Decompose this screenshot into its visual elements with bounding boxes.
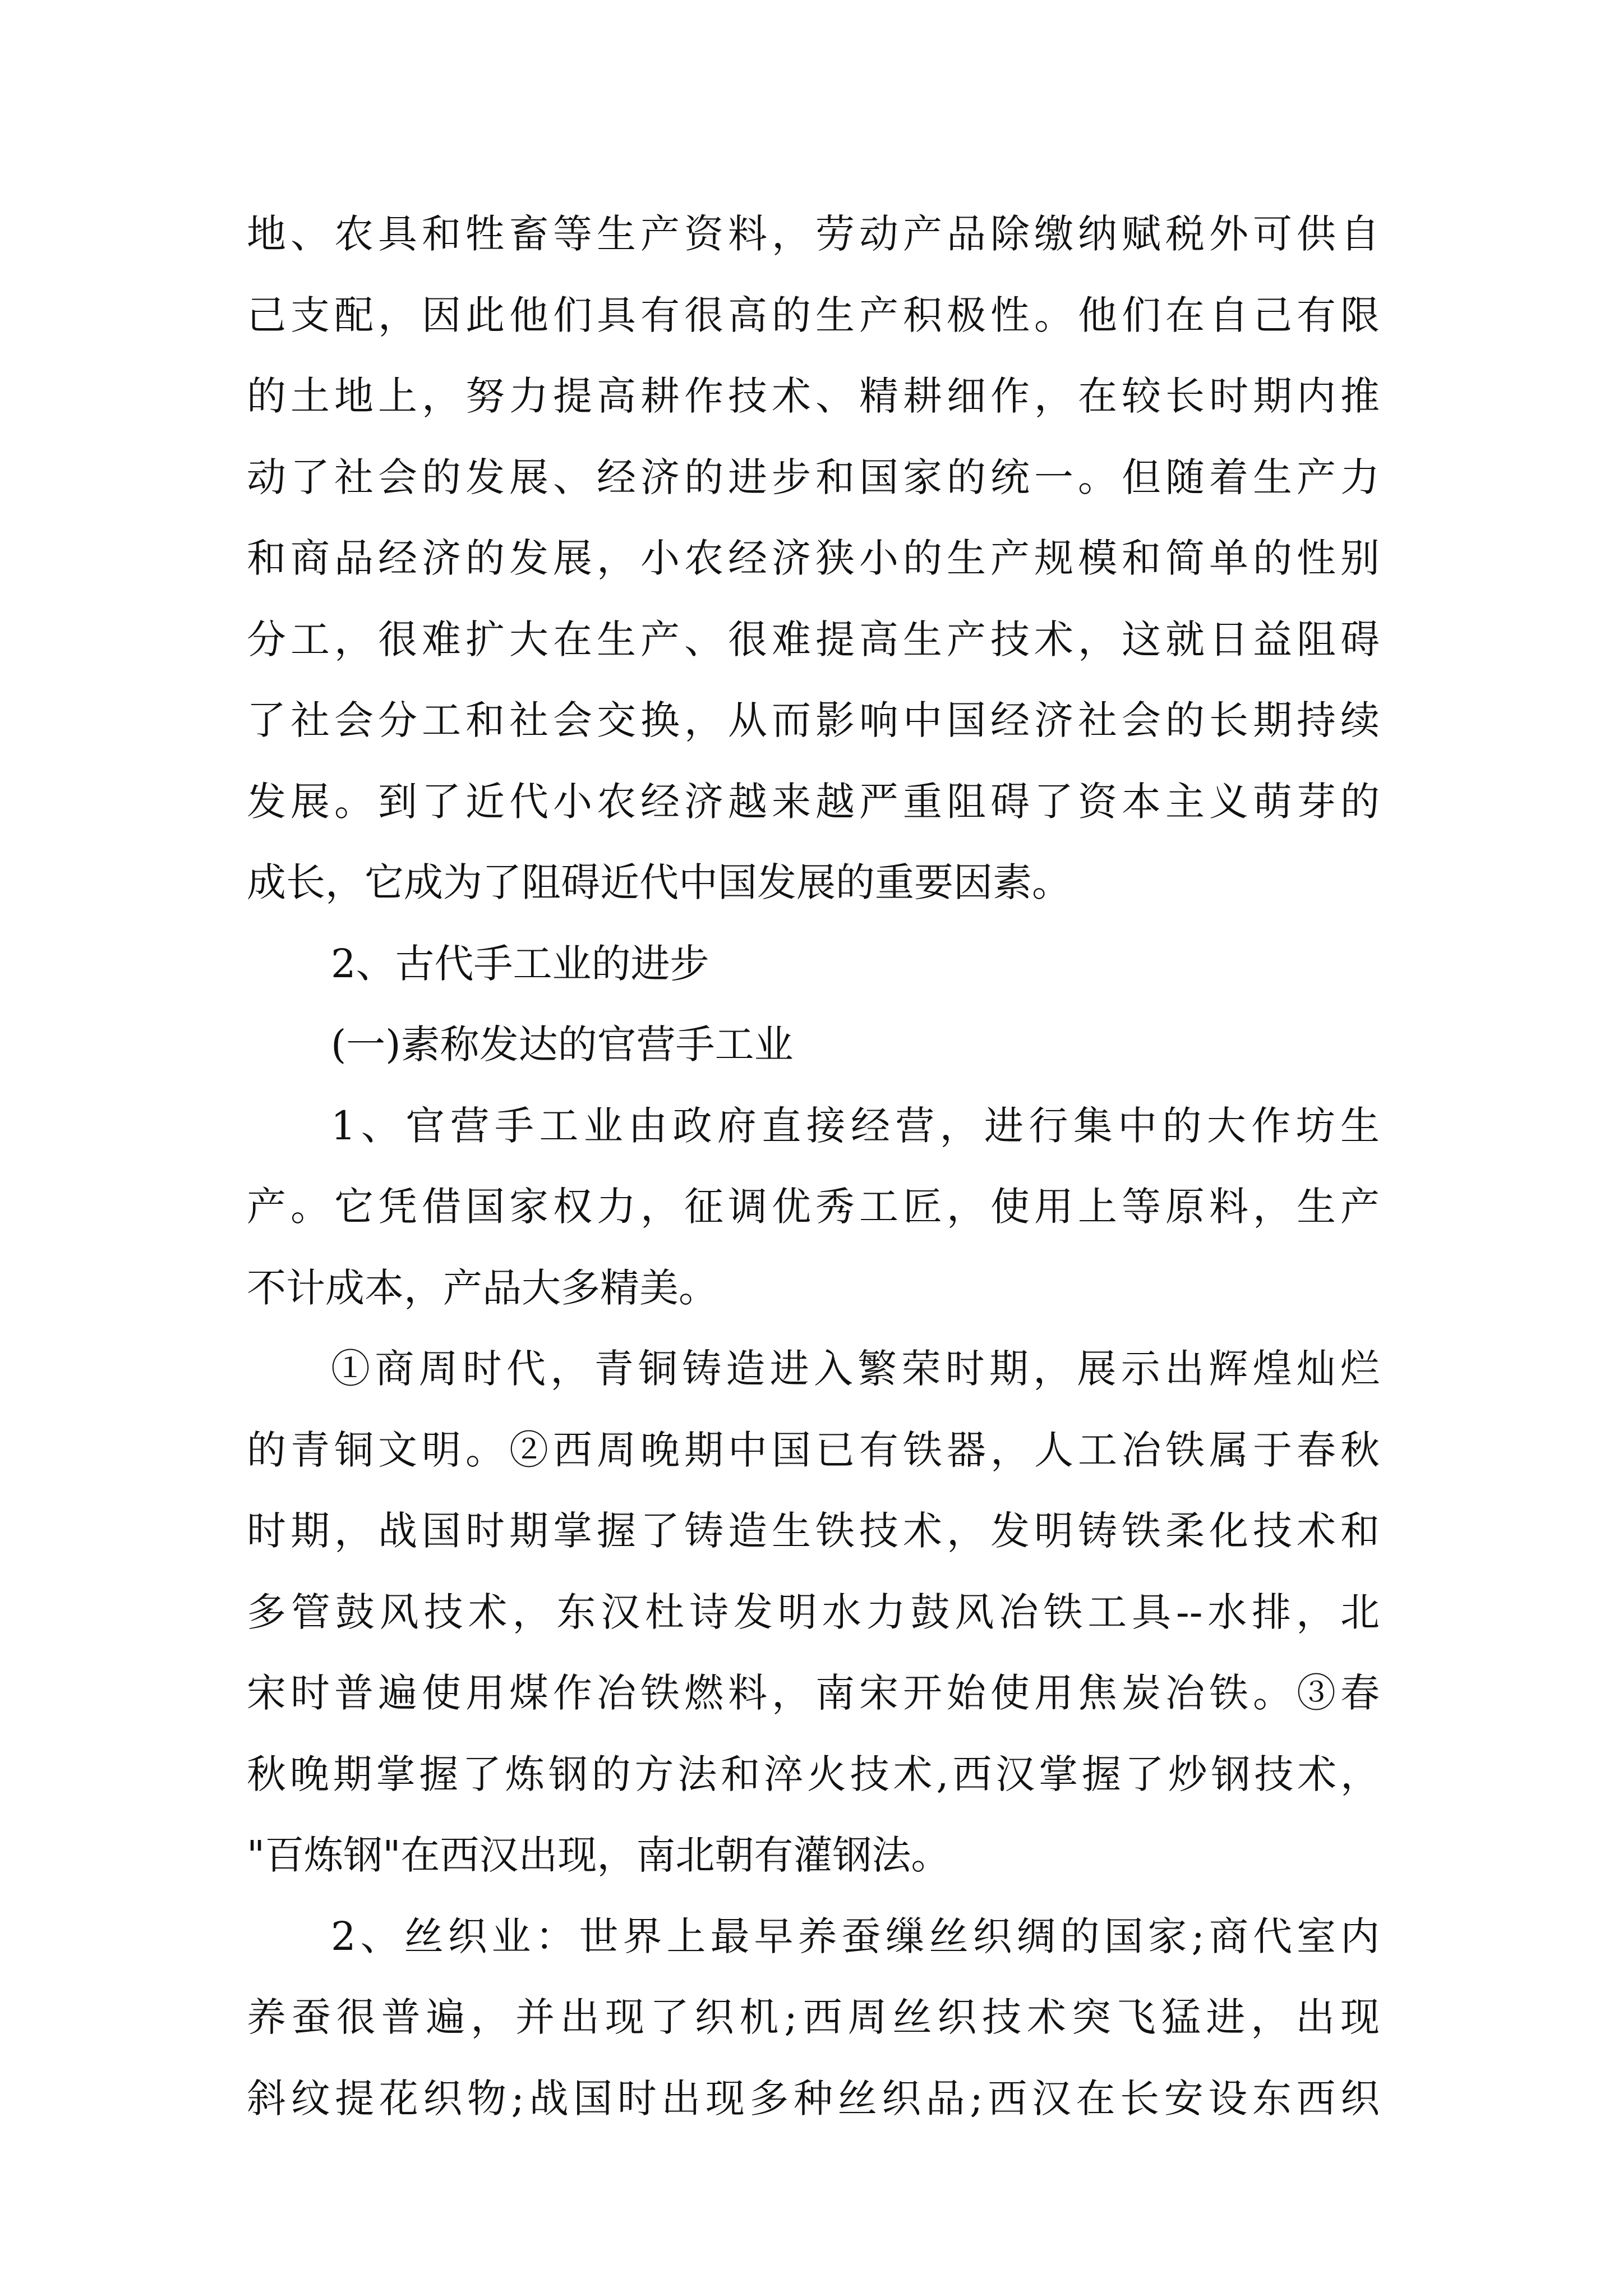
text-line: 动了社会的发展、经济的进步和国家的统一。但随着生产力: [247, 454, 1380, 500]
text-line: 2、丝织业：世界上最早养蚕缫丝织绸的国家;商代室内: [331, 1913, 1380, 1959]
text-line: 秋晚期掌握了炼钢的方法和淬火技术,西汉掌握了炒钢技术，: [247, 1751, 1380, 1797]
text-line: (一)素称发达的官营手工业: [331, 1022, 794, 1068]
text-line: 了社会分工和社会交换，从而影响中国经济社会的长期持续: [247, 697, 1380, 743]
text-line: 发展。到了近代小农经济越来越严重阻碍了资本主义萌芽的: [247, 778, 1380, 825]
text-line: 斜纹提花织物;战国时出现多种丝织品;西汉在长安设东西织: [247, 2075, 1380, 2122]
text-line: ①商周时代，青铜铸造进入繁荣时期，展示出辉煌灿烂: [331, 1346, 1380, 1392]
text-line: 成长，它成为了阻碍近代中国发展的重要因素。: [247, 859, 1071, 905]
text-line: 的青铜文明。②西周晚期中国已有铁器，人工冶铁属于春秋: [247, 1427, 1380, 1473]
text-line: 养蚕很普遍，并出现了织机;西周丝织技术突飞猛进，出现: [247, 1994, 1380, 2040]
text-line: 己支配，因此他们具有很高的生产积极性。他们在自己有限: [247, 292, 1380, 338]
text-line: 时期，战国时期掌握了铸造生铁技术，发明铸铁柔化技术和: [247, 1508, 1380, 1554]
text-line: 地、农具和牲畜等生产资料，劳动产品除缴纳赋税外可供自: [247, 211, 1380, 257]
text-line: 不计成本，产品大多精美。: [247, 1264, 718, 1311]
text-line: 多管鼓风技术，东汉杜诗发明水力鼓风冶铁工具--水排，北: [247, 1589, 1380, 1635]
text-line: "百炼钢"在西汉出现，南北朝有灌钢法。: [247, 1832, 951, 1878]
text-line: 宋时普遍使用煤作冶铁燃料，南宋开始使用焦炭冶铁。③春: [247, 1670, 1380, 1716]
body-text: [247, 194, 1380, 2139]
text-line: 1、官营手工业由政府直接经营，进行集中的大作坊生: [331, 1102, 1380, 1149]
text-line: 和商品经济的发展，小农经济狭小的生产规模和简单的性别: [247, 535, 1380, 581]
text-line: 分工，很难扩大在生产、很难提高生产技术，这就日益阻碍: [247, 616, 1380, 662]
text-line: 的土地上，努力提高耕作技术、精耕细作，在较长时期内推: [247, 373, 1380, 419]
text-line: 2、古代手工业的进步: [331, 940, 709, 987]
text-line: 产。它凭借国家权力，征调优秀工匠，使用上等原料，生产: [247, 1184, 1380, 1230]
